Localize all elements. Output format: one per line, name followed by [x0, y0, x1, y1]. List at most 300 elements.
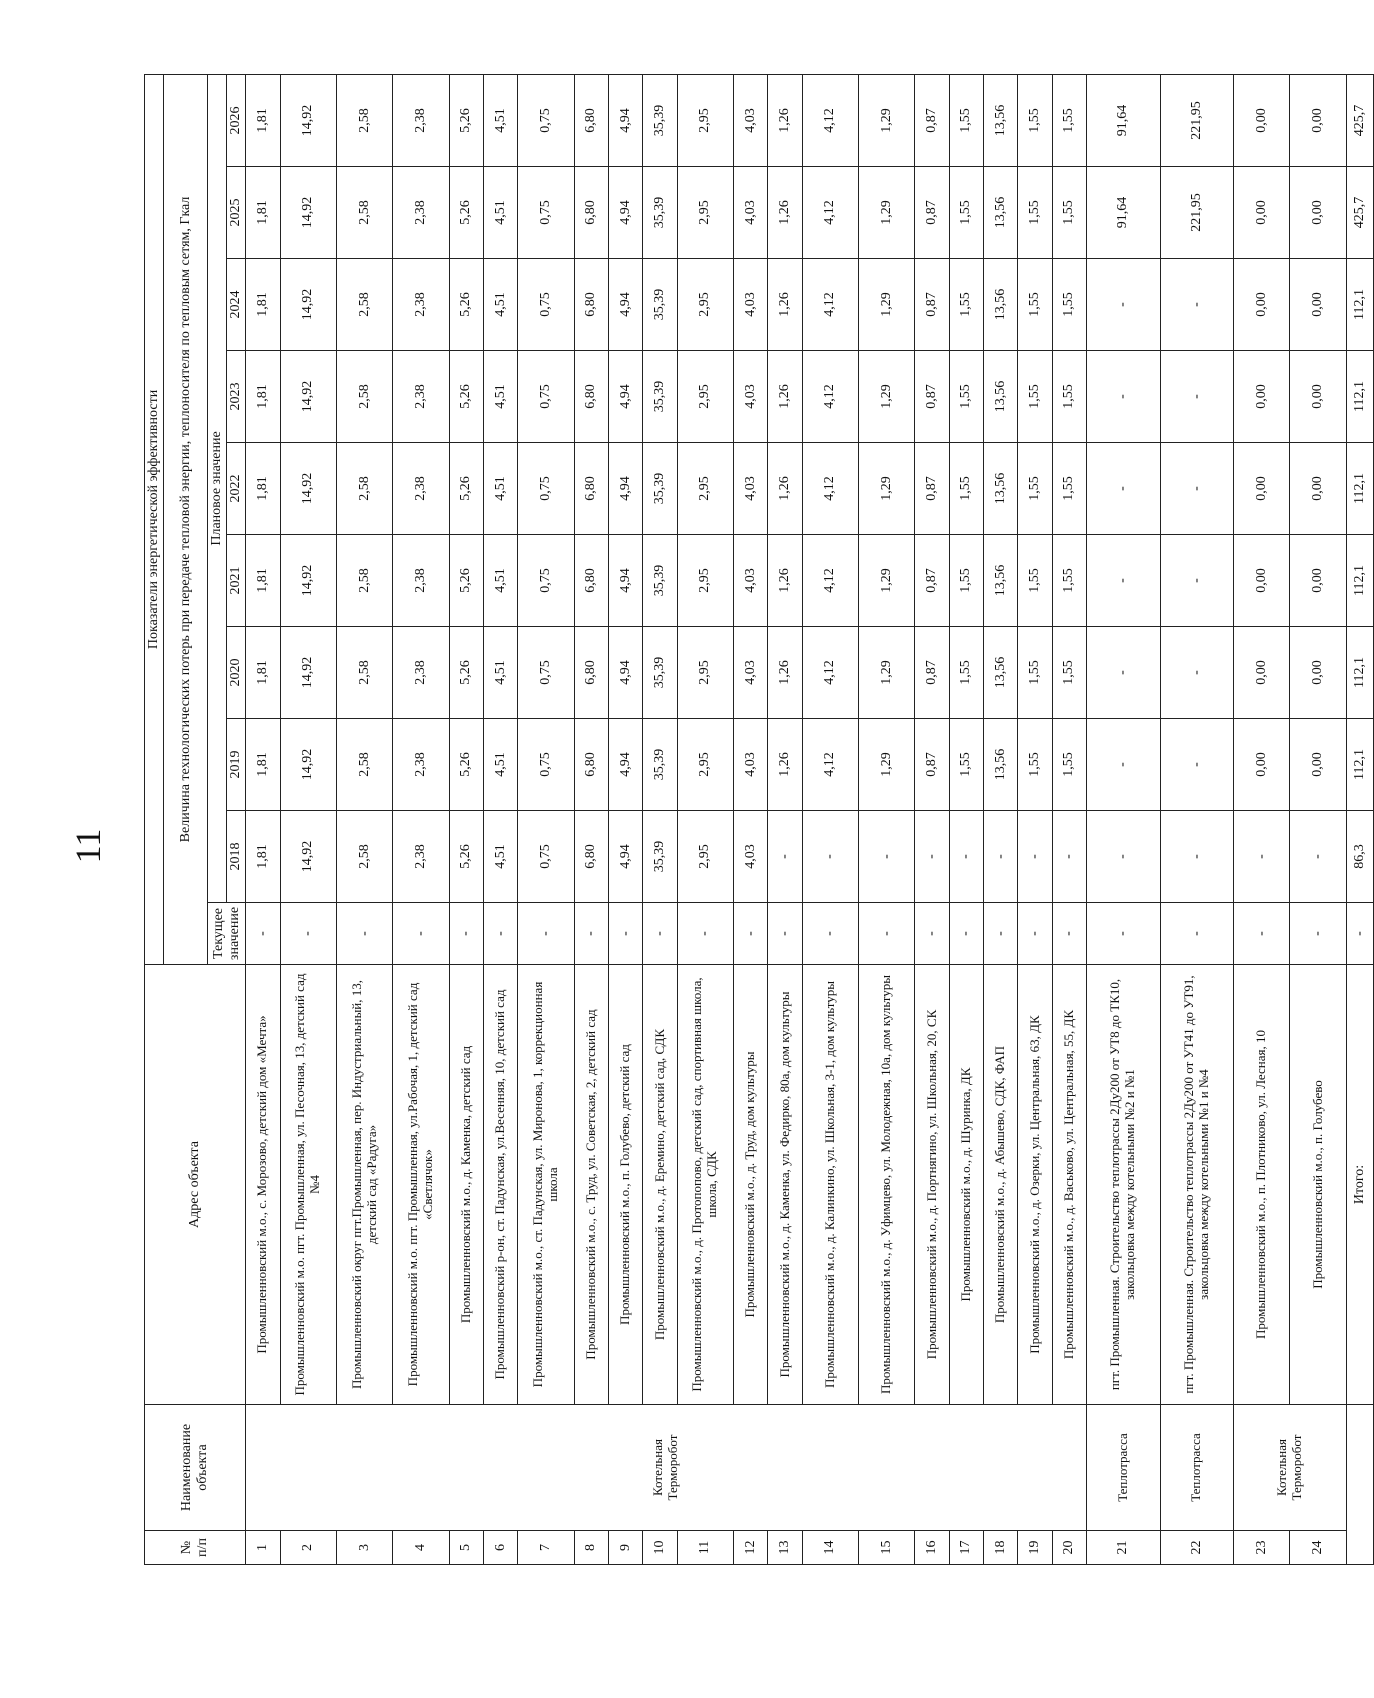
page-number: 11 — [68, 828, 108, 864]
planned-value: 1,55 — [949, 259, 983, 351]
planned-value: 0,00 — [1290, 535, 1346, 627]
object-address: Промышленновский округ пгт.Промышленная, пер. Индустриальный, 13, детский сад «Радуга» — [336, 965, 392, 1405]
row-num: 17 — [949, 1531, 983, 1565]
row-num: 12 — [734, 1531, 768, 1565]
table-row — [915, 74, 949, 1564]
planned-value: 2,95 — [677, 74, 733, 166]
total-blank — [1346, 1405, 1373, 1565]
planned-value: 4,03 — [734, 167, 768, 259]
planned-value: 1,55 — [949, 719, 983, 811]
planned-value: 6,80 — [574, 259, 608, 351]
planned-value: 0,87 — [915, 719, 949, 811]
planned-value: 1,81 — [246, 719, 280, 811]
planned-value: 1,29 — [859, 535, 915, 627]
planned-value: 4,51 — [484, 719, 518, 811]
planned-value: 6,80 — [574, 351, 608, 443]
header-year: 2026 — [227, 74, 246, 166]
planned-value: 4,12 — [802, 351, 858, 443]
planned-value: 35,39 — [643, 259, 677, 351]
planned-value: 4,03 — [734, 351, 768, 443]
table-row — [802, 74, 858, 1564]
planned-value: 0,00 — [1234, 351, 1290, 443]
planned-value: 2,38 — [393, 535, 449, 627]
table-row — [1052, 74, 1086, 1564]
row-num: 11 — [677, 1531, 733, 1565]
planned-value: 35,39 — [643, 351, 677, 443]
planned-value: 5,26 — [449, 811, 483, 903]
current-value: - — [1086, 903, 1160, 965]
planned-value: 221,95 — [1160, 167, 1234, 259]
planned-value: 0,00 — [1290, 351, 1346, 443]
planned-value: 6,80 — [574, 443, 608, 535]
planned-value: 13,56 — [984, 719, 1018, 811]
planned-value: 1,55 — [1018, 443, 1052, 535]
planned-value: 2,95 — [677, 627, 733, 719]
total-value: 112,1 — [1346, 443, 1373, 535]
planned-value: - — [949, 811, 983, 903]
planned-value: 5,26 — [449, 627, 483, 719]
planned-value: 35,39 — [643, 811, 677, 903]
header-indicators: Показатели энергетической эффективности — [145, 74, 164, 964]
planned-value: 0,87 — [915, 259, 949, 351]
planned-value: 2,38 — [393, 443, 449, 535]
planned-value: 4,51 — [484, 627, 518, 719]
table-row — [246, 74, 280, 1564]
table-row — [677, 74, 733, 1564]
planned-value: 1,55 — [1052, 719, 1086, 811]
current-value: - — [802, 903, 858, 965]
header-year: 2025 — [227, 167, 246, 259]
current-value: - — [859, 903, 915, 965]
row-num: 5 — [449, 1531, 483, 1565]
planned-value: 14,92 — [280, 74, 336, 166]
planned-value: 5,26 — [449, 535, 483, 627]
object-address: Промышленновский м.о., п. Плотниково, ул. Лесная, 10 — [1234, 965, 1290, 1405]
planned-value: 2,38 — [393, 74, 449, 166]
table-row — [393, 74, 449, 1564]
object-name: Котельная Терморобот — [246, 1405, 1087, 1531]
row-num: 16 — [915, 1531, 949, 1565]
table-row — [449, 74, 483, 1564]
planned-value: - — [1160, 719, 1234, 811]
planned-value: 4,51 — [484, 811, 518, 903]
planned-value: 4,94 — [609, 351, 643, 443]
planned-value: - — [1086, 351, 1160, 443]
row-num: 15 — [859, 1531, 915, 1565]
planned-value: 35,39 — [643, 74, 677, 166]
table-body — [246, 74, 1374, 1564]
total-current: - — [1346, 903, 1373, 965]
planned-value: 1,26 — [768, 351, 802, 443]
row-num: 10 — [643, 1531, 677, 1565]
object-address: Промышленновский р-он, ст. Падунская, ул.Весенняя, 10, детский сад — [484, 965, 518, 1405]
planned-value: - — [1290, 811, 1346, 903]
table-row — [859, 74, 915, 1564]
object-address: Промышленновский м.о., д. Еремино, детский сад, СДК — [643, 965, 677, 1405]
total-value: 112,1 — [1346, 259, 1373, 351]
planned-value: - — [1018, 811, 1052, 903]
planned-value: 4,03 — [734, 443, 768, 535]
planned-value: 1,55 — [949, 167, 983, 259]
planned-value: 1,55 — [949, 535, 983, 627]
planned-value: 2,58 — [336, 259, 392, 351]
planned-value: 4,03 — [734, 74, 768, 166]
planned-value: 13,56 — [984, 74, 1018, 166]
object-address: Промышленновский м.о., п. Голубево, детский сад — [609, 965, 643, 1405]
planned-value: 1,26 — [768, 259, 802, 351]
current-value: - — [609, 903, 643, 965]
planned-value: 4,94 — [609, 443, 643, 535]
planned-value: - — [1160, 259, 1234, 351]
planned-value: 6,80 — [574, 627, 608, 719]
planned-value: 4,12 — [802, 719, 858, 811]
current-value: - — [393, 903, 449, 965]
object-address: Промышленновский м.о., д. Каменка, ул. Федирко, 80а, дом культуры — [768, 965, 802, 1405]
header-year: 2021 — [227, 535, 246, 627]
planned-value: 14,92 — [280, 719, 336, 811]
planned-value: 2,58 — [336, 627, 392, 719]
planned-value: 4,94 — [609, 719, 643, 811]
row-num: 14 — [802, 1531, 858, 1565]
current-value: - — [1160, 903, 1234, 965]
planned-value: 0,87 — [915, 351, 949, 443]
planned-value: 2,38 — [393, 259, 449, 351]
planned-value: 0,75 — [518, 351, 574, 443]
planned-value: 0,00 — [1234, 167, 1290, 259]
planned-value: 4,94 — [609, 811, 643, 903]
planned-value: 1,81 — [246, 535, 280, 627]
total-label: Итого: — [1346, 965, 1373, 1405]
planned-value: 2,95 — [677, 259, 733, 351]
planned-value: 14,92 — [280, 167, 336, 259]
planned-value: 13,56 — [984, 627, 1018, 719]
object-address: Промышленновский м.о., п. Голубево — [1290, 965, 1346, 1405]
header-planned: Плановое значение — [208, 74, 227, 902]
object-address: пгт. Промышленная. Строительство теплотрассы 2Ду200 от УТ41 до УТ91, закольцовка между котельными №1 и №4 — [1160, 965, 1234, 1405]
planned-value: 0,00 — [1234, 443, 1290, 535]
planned-value: 1,81 — [246, 74, 280, 166]
current-value: - — [949, 903, 983, 965]
planned-value: 1,55 — [1018, 627, 1052, 719]
planned-value: 14,92 — [280, 535, 336, 627]
current-value: - — [1052, 903, 1086, 965]
planned-value: 13,56 — [984, 259, 1018, 351]
object-address: Промышленновский м.о., д. Шуринка, ДК — [949, 965, 983, 1405]
planned-value: 1,55 — [1018, 74, 1052, 166]
planned-value: - — [1086, 443, 1160, 535]
row-num: 4 — [393, 1531, 449, 1565]
row-num: 18 — [984, 1531, 1018, 1565]
row-num: 9 — [609, 1531, 643, 1565]
planned-value: 5,26 — [449, 259, 483, 351]
total-value: 86,3 — [1346, 811, 1373, 903]
planned-value: 35,39 — [643, 167, 677, 259]
planned-value: 2,38 — [393, 627, 449, 719]
planned-value: 1,81 — [246, 443, 280, 535]
planned-value: 4,94 — [609, 74, 643, 166]
header-year: 2023 — [227, 351, 246, 443]
planned-value: 6,80 — [574, 167, 608, 259]
planned-value: 5,26 — [449, 167, 483, 259]
object-name: Котельная Терморобот — [1234, 1405, 1347, 1531]
planned-value: 14,92 — [280, 811, 336, 903]
planned-value: 1,81 — [246, 259, 280, 351]
total-value: 425,7 — [1346, 74, 1373, 166]
planned-value: 6,80 — [574, 719, 608, 811]
row-num: 3 — [336, 1531, 392, 1565]
planned-value: 4,12 — [802, 443, 858, 535]
planned-value: 2,95 — [677, 719, 733, 811]
table-row — [280, 74, 336, 1564]
planned-value: 1,81 — [246, 627, 280, 719]
current-value: - — [518, 903, 574, 965]
object-address: Промышленновский м.о., д. Абышево, СДК, ФАП — [984, 965, 1018, 1405]
total-value: 112,1 — [1346, 535, 1373, 627]
planned-value: 2,58 — [336, 719, 392, 811]
planned-value: 5,26 — [449, 351, 483, 443]
planned-value: 6,80 — [574, 535, 608, 627]
planned-value: - — [1160, 443, 1234, 535]
object-address: Промышленновский м.о. пгт. Промышленная, ул.Рабочая, 1, детский сад «Светлячок» — [393, 965, 449, 1405]
total-value: 112,1 — [1346, 719, 1373, 811]
current-value: - — [246, 903, 280, 965]
row-num: 8 — [574, 1531, 608, 1565]
row-num: 21 — [1086, 1531, 1160, 1565]
energy-efficiency-table — [144, 74, 1374, 1565]
planned-value: 1,55 — [949, 443, 983, 535]
current-value: - — [1018, 903, 1052, 965]
planned-value: 6,80 — [574, 811, 608, 903]
planned-value: 0,00 — [1234, 74, 1290, 166]
planned-value: 1,81 — [246, 351, 280, 443]
planned-value: 1,29 — [859, 351, 915, 443]
planned-value: 0,87 — [915, 535, 949, 627]
table-row — [1018, 74, 1052, 1564]
table-row — [734, 74, 768, 1564]
planned-value: - — [1160, 811, 1234, 903]
planned-value: 4,03 — [734, 259, 768, 351]
planned-value: - — [1234, 811, 1290, 903]
header-current: Текущее значение — [208, 903, 246, 965]
planned-value: 2,95 — [677, 167, 733, 259]
planned-value: 2,58 — [336, 443, 392, 535]
object-address: Промышленновский м.о., ст. Падунская, ул. Миронова, 1, коррекционная школа — [518, 965, 574, 1405]
planned-value: - — [1160, 627, 1234, 719]
table-row — [768, 74, 802, 1564]
planned-value: - — [984, 811, 1018, 903]
current-value: - — [734, 903, 768, 965]
planned-value: 2,95 — [677, 443, 733, 535]
planned-value: 0,00 — [1290, 259, 1346, 351]
planned-value: 1,55 — [1018, 167, 1052, 259]
header-year: 2020 — [227, 627, 246, 719]
planned-value: 6,80 — [574, 74, 608, 166]
header-address: Адрес объекта — [145, 965, 246, 1405]
planned-value: 5,26 — [449, 74, 483, 166]
planned-value: 1,55 — [949, 74, 983, 166]
header-num: № п/п — [145, 1531, 246, 1565]
planned-value: 0,87 — [915, 443, 949, 535]
object-address: Промышленновский м.о., с. Труд, ул. Советская, 2, детский сад — [574, 965, 608, 1405]
total-value: 112,1 — [1346, 351, 1373, 443]
planned-value: 4,51 — [484, 443, 518, 535]
planned-value: 0,87 — [915, 167, 949, 259]
planned-value: 2,58 — [336, 811, 392, 903]
row-num: 13 — [768, 1531, 802, 1565]
object-address: Промышленновский м.о., д. Озерки, ул. Центральная, 63, ДК — [1018, 965, 1052, 1405]
current-value: - — [915, 903, 949, 965]
planned-value: 0,00 — [1290, 74, 1346, 166]
planned-value: 35,39 — [643, 719, 677, 811]
planned-value: 1,26 — [768, 167, 802, 259]
planned-value: - — [1086, 259, 1160, 351]
planned-value: 1,55 — [1052, 443, 1086, 535]
header-year: 2022 — [227, 443, 246, 535]
object-address: Промышленновский м.о., д. Калинкино, ул. Школьная, 3-1, дом культуры — [802, 965, 858, 1405]
planned-value: 1,55 — [1052, 259, 1086, 351]
planned-value: 0,00 — [1290, 443, 1346, 535]
planned-value: 14,92 — [280, 627, 336, 719]
row-num: 7 — [518, 1531, 574, 1565]
planned-value: 1,55 — [1018, 351, 1052, 443]
planned-value: 4,12 — [802, 259, 858, 351]
planned-value: 0,75 — [518, 443, 574, 535]
planned-value: 2,58 — [336, 351, 392, 443]
planned-value: 14,92 — [280, 259, 336, 351]
planned-value: 4,12 — [802, 627, 858, 719]
row-num: 19 — [1018, 1531, 1052, 1565]
planned-value: 4,51 — [484, 259, 518, 351]
planned-value: 1,81 — [246, 811, 280, 903]
planned-value: 5,26 — [449, 443, 483, 535]
current-value: - — [449, 903, 483, 965]
planned-value: 1,55 — [1052, 74, 1086, 166]
planned-value: 2,38 — [393, 811, 449, 903]
planned-value: 4,03 — [734, 535, 768, 627]
table-row — [1290, 74, 1346, 1564]
planned-value: 13,56 — [984, 351, 1018, 443]
planned-value: 35,39 — [643, 627, 677, 719]
row-num: 23 — [1234, 1531, 1290, 1565]
planned-value: 1,55 — [1018, 535, 1052, 627]
header-losses: Величина технологических потерь при передаче тепловой энергии, теплоносителя по тепловым сетям, Гкал — [164, 74, 208, 964]
current-value: - — [280, 903, 336, 965]
total-row — [1346, 74, 1373, 1564]
planned-value: 4,94 — [609, 259, 643, 351]
planned-value: 0,00 — [1234, 259, 1290, 351]
row-num: 20 — [1052, 1531, 1086, 1565]
planned-value: 4,51 — [484, 535, 518, 627]
header-name: Наименование объекта — [145, 1405, 246, 1531]
total-value: 112,1 — [1346, 627, 1373, 719]
table-row — [949, 74, 983, 1564]
table-row — [484, 74, 518, 1564]
current-value: - — [677, 903, 733, 965]
planned-value: 1,26 — [768, 535, 802, 627]
table-row — [643, 74, 677, 1564]
planned-value: 0,00 — [1290, 167, 1346, 259]
planned-value: 91,64 — [1086, 167, 1160, 259]
planned-value: 0,75 — [518, 811, 574, 903]
planned-value: 4,12 — [802, 74, 858, 166]
planned-value: - — [1160, 351, 1234, 443]
row-num: 1 — [246, 1531, 280, 1565]
current-value: - — [484, 903, 518, 965]
planned-value: - — [1086, 627, 1160, 719]
planned-value: 4,12 — [802, 535, 858, 627]
planned-value: 4,94 — [609, 535, 643, 627]
planned-value: 0,75 — [518, 719, 574, 811]
object-address: Промышленновский м.о. пгт. Промышленная, ул. Песочная, 13, детский сад №4 — [280, 965, 336, 1405]
table-row — [1086, 74, 1160, 1564]
planned-value: 5,26 — [449, 719, 483, 811]
planned-value: 13,56 — [984, 535, 1018, 627]
current-value: - — [1234, 903, 1290, 965]
planned-value: 4,94 — [609, 627, 643, 719]
current-value: - — [336, 903, 392, 965]
planned-value: 14,92 — [280, 443, 336, 535]
row-num: 2 — [280, 1531, 336, 1565]
planned-value: 1,26 — [768, 627, 802, 719]
planned-value: - — [859, 811, 915, 903]
planned-value: 2,38 — [393, 167, 449, 259]
planned-value: - — [768, 811, 802, 903]
planned-value: 1,26 — [768, 74, 802, 166]
object-address: Промышленновский м.о., д. Протопопово, детский сад, спортивная школа, школа, СДК — [677, 965, 733, 1405]
row-num: 6 — [484, 1531, 518, 1565]
object-name: Теплотрасса — [1160, 1405, 1234, 1531]
object-address: Промышленновский м.о., д. Уфимцево, ул. Молодежная, 10а, дом культуры — [859, 965, 915, 1405]
planned-value: 0,75 — [518, 167, 574, 259]
rotated-page — [144, 95, 1374, 1565]
header-year: 2018 — [227, 811, 246, 903]
planned-value: 1,55 — [1018, 259, 1052, 351]
object-address: Промышленновский м.о., д. Васьково, ул. Центральная, 55, ДК — [1052, 965, 1086, 1405]
planned-value: 0,00 — [1234, 535, 1290, 627]
planned-value: 0,00 — [1290, 719, 1346, 811]
planned-value: 1,55 — [949, 351, 983, 443]
planned-value: 2,95 — [677, 535, 733, 627]
planned-value: 1,26 — [768, 443, 802, 535]
planned-value: 1,29 — [859, 167, 915, 259]
planned-value: 1,55 — [949, 627, 983, 719]
planned-value: 0,00 — [1234, 627, 1290, 719]
planned-value: 35,39 — [643, 535, 677, 627]
current-value: - — [574, 903, 608, 965]
planned-value: 4,51 — [484, 167, 518, 259]
current-value: - — [643, 903, 677, 965]
planned-value: 0,87 — [915, 627, 949, 719]
planned-value: 1,26 — [768, 719, 802, 811]
planned-value: 1,29 — [859, 259, 915, 351]
planned-value: 1,29 — [859, 627, 915, 719]
object-address: пгт. Промышленная. Строительство теплотрассы 2Ду200 от УТ8 до ТК10, закольцовка между котельными №2 и №1 — [1086, 965, 1160, 1405]
planned-value: 4,51 — [484, 351, 518, 443]
object-address: Промышленновский м.о., д. Портнягино, ул. Школьная, 20, СК — [915, 965, 949, 1405]
planned-value: - — [802, 811, 858, 903]
planned-value: 0,75 — [518, 259, 574, 351]
planned-value: 2,95 — [677, 351, 733, 443]
table-row — [984, 74, 1018, 1564]
planned-value: 4,94 — [609, 167, 643, 259]
planned-value: 2,58 — [336, 535, 392, 627]
planned-value: 13,56 — [984, 443, 1018, 535]
planned-value: 0,00 — [1290, 627, 1346, 719]
planned-value: 1,55 — [1052, 351, 1086, 443]
planned-value: 2,58 — [336, 167, 392, 259]
planned-value: 4,03 — [734, 811, 768, 903]
total-value: 425,7 — [1346, 167, 1373, 259]
